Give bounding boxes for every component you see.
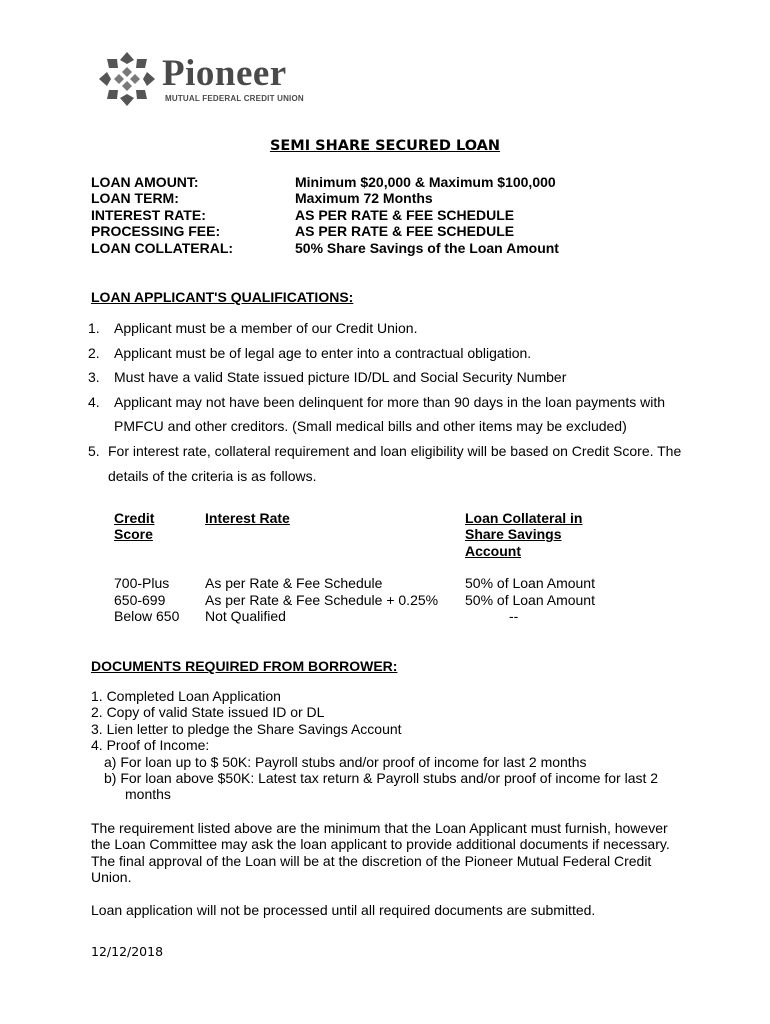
list-subitem-continued: months — [125, 786, 171, 803]
term-value: 50% Share Savings of the Loan Amount — [295, 239, 559, 256]
table-header-row — [114, 510, 645, 559]
list-text: For interest rate, collateral requirement and loan eligibility will be based on Credit Score. The — [108, 442, 682, 459]
cell-score: 700-Plus — [114, 575, 170, 592]
documents-list — [91, 688, 691, 803]
cell-collateral: 50% of Loan Amount — [465, 575, 595, 592]
processing-note: Loan application will not be processed until all required documents are submitted. — [91, 902, 596, 918]
list-subitem: a) For loan up to $ 50K: Payroll stubs and/or proof of income for last 2 months — [104, 753, 587, 770]
logo — [96, 50, 306, 108]
documents-heading: DOCUMENTS REQUIRED FROM BORROWER: — [91, 658, 398, 674]
cell-rate: As per Rate & Fee Schedule + 0.25% — [205, 591, 439, 608]
term-row — [91, 174, 559, 190]
term-row — [91, 207, 559, 223]
list-number: 3. — [88, 369, 100, 386]
page-title: SEMI SHARE SECURED LOAN — [269, 138, 501, 154]
criteria-table — [114, 510, 645, 624]
term-label: LOAN COLLATERAL: — [91, 239, 234, 256]
term-value: Minimum $20,000 & Maximum $100,000 — [295, 174, 556, 190]
list-text-continued: PMFCU and other creditors. (Small medical bills and other items may be excluded) — [114, 418, 627, 435]
term-value: AS PER RATE & FEE SCHEDULE — [295, 223, 515, 240]
cell-score: Below 650 — [114, 608, 180, 625]
cell-rate: As per Rate & Fee Schedule — [205, 575, 383, 592]
qualifications-list — [88, 316, 688, 488]
logo-name: Pioneer — [162, 53, 287, 94]
term-label: LOAN TERM: — [91, 190, 179, 207]
term-row — [91, 240, 559, 256]
term-label: LOAN AMOUNT: — [91, 174, 199, 190]
list-number: 5. — [88, 442, 100, 459]
cell-collateral: -- — [509, 608, 519, 625]
list-subitem: b) For loan above $50K: Latest tax return & Payroll stubs and/or proof of income for last 2 — [104, 770, 659, 787]
table-row — [114, 608, 645, 624]
list-item: 3. Lien letter to pledge the Share Savings Account — [91, 720, 402, 737]
list-item: 1. Completed Loan Application — [91, 688, 281, 704]
list-text: Must have a valid State issued picture ID/DL and Social Security Number — [114, 369, 567, 386]
cell-rate: Not Qualified — [205, 608, 286, 625]
term-row — [91, 223, 559, 239]
header-collateral: Loan Collateral in Share Savings Account — [465, 510, 583, 559]
list-text: Applicant must be a member of our Credit Union. — [114, 320, 418, 336]
list-text-continued: details of the criteria is as follows. — [108, 467, 317, 484]
header-interest-rate: Interest Rate — [205, 510, 290, 526]
footer-date: 12/12/2018 — [91, 944, 164, 959]
qualifications-heading: LOAN APPLICANT'S QUALIFICATIONS: — [91, 289, 354, 305]
list-item — [88, 390, 688, 415]
term-value: Maximum 72 Months — [295, 190, 433, 207]
term-row — [91, 190, 559, 206]
list-text: Applicant may not have been delinquent for more than 90 days in the loan payments with — [114, 393, 666, 410]
cell-collateral: 50% of Loan Amount — [465, 591, 595, 608]
list-number: 4. — [88, 393, 100, 410]
header-credit-score: Credit Score — [114, 510, 155, 543]
requirements-paragraph: The requirement listed above are the minimum that the Loan Applicant must furnish, however the Loan Committee may ask the loan applicant to provide additional documents if necessary. The final approval of the Loan will be at the discretion of the Pioneer Mutual Federal Credit Union. — [91, 820, 670, 886]
list-item — [88, 316, 688, 341]
list-item — [88, 341, 688, 366]
term-value: AS PER RATE & FEE SCHEDULE — [295, 206, 515, 223]
list-number: 1. — [88, 320, 100, 336]
table-row — [114, 575, 645, 591]
star-logo-icon — [96, 50, 158, 108]
term-label: PROCESSING FEE: — [91, 223, 221, 240]
logo-subtitle: MUTUAL FEDERAL CREDIT UNION — [165, 94, 304, 103]
term-label: INTEREST RATE: — [91, 206, 206, 223]
table-row — [114, 592, 645, 608]
loan-terms — [91, 174, 559, 256]
cell-score: 650-699 — [114, 591, 166, 608]
list-number: 2. — [88, 344, 100, 361]
list-item — [88, 365, 688, 390]
list-text: Applicant must be of legal age to enter into a contractual obligation. — [114, 344, 532, 361]
list-item: 2. Copy of valid State issued ID or DL — [91, 704, 325, 721]
list-item: 4. Proof of Income: — [91, 737, 210, 754]
list-item — [88, 439, 688, 464]
